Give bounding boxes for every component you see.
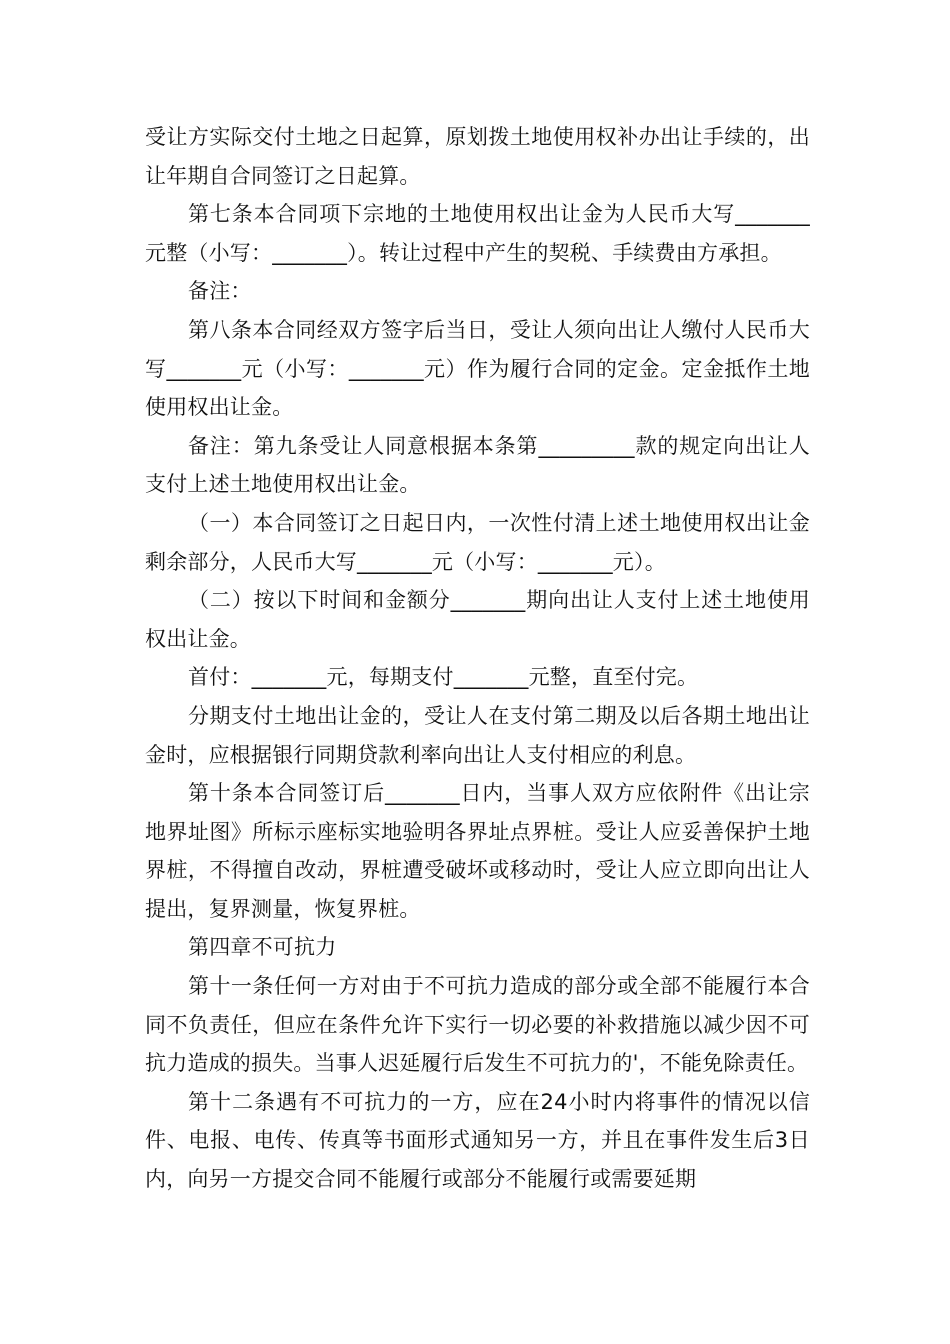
contract-text [145, 118, 810, 1199]
paragraph-5: 备注：第九条受让人同意根据本条第_________款的规定向出让人支付上述土地使用权出让金。 [145, 433, 810, 497]
paragraph-8: 首付：_______元，每期支付_______元整，直至付完。 [188, 665, 699, 690]
paragraph-2: 第七条本合同项下宗地的土地使用权出让金为人民币大写_______元整（小写：_______）。转让过程中产生的契税、手续费由方承担。 [145, 202, 810, 265]
paragraph-10: 第十条本合同签订后_______日内，当事人双方应依附件《出让宗地界址图》所标示座标实地验明各界址点界桩。受让人应妥善保护土地界桩，不得擅自改动，界桩遭受破坏或移动时，受让人应立即向出让人提出，复界测量，恢复界桩。 [145, 781, 810, 921]
paragraph-3: 备注： [188, 279, 252, 304]
paragraph-12: 第十一条任何一方对由于不可抗力造成的部分或全部不能履行本合同不负责任，但应在条件允许下实行一切必要的补救措施以减少因不可抗力造成的损失。当事人迟延履行后发生不可抗力的'，不能免除责任。 [145, 974, 810, 1076]
paragraph-9: 分期支付土地出让金的，受让人在支付第二期及以后各期土地出让金时，应根据银行同期贷款利率向出让人支付相应的利息。 [145, 703, 810, 767]
paragraph-6: （一）本合同签订之日起日内，一次性付清上述土地使用权出让金剩余部分，人民币大写_______元（小写：_______元）。 [145, 510, 810, 574]
paragraph-13: 第十二条遇有不可抗力的一方，应在24小时内将事件的情况以信件、电报、电传、传真等书面形式通知另一方，并且在事件发生后3日内，向另一方提交合同不能履行或部分不能履行或需要延期 [145, 1089, 810, 1192]
paragraph-1: 受让方实际交付土地之日起算，原划拨土地使用权补办出让手续的，出让年期自合同签订之日起算。 [145, 125, 810, 188]
paragraph-4: 第八条本合同经双方签字后当日，受让人须向出让人缴付人民币大写_______元（小写：_______元）作为履行合同的定金。定金抵作土地使用权出让金。 [145, 317, 810, 420]
chapter-heading: 第四章不可抗力 [188, 935, 337, 960]
paragraph-7: （二）按以下时间和金额分_______期向出让人支付上述土地使用权出让金。 [145, 588, 810, 651]
